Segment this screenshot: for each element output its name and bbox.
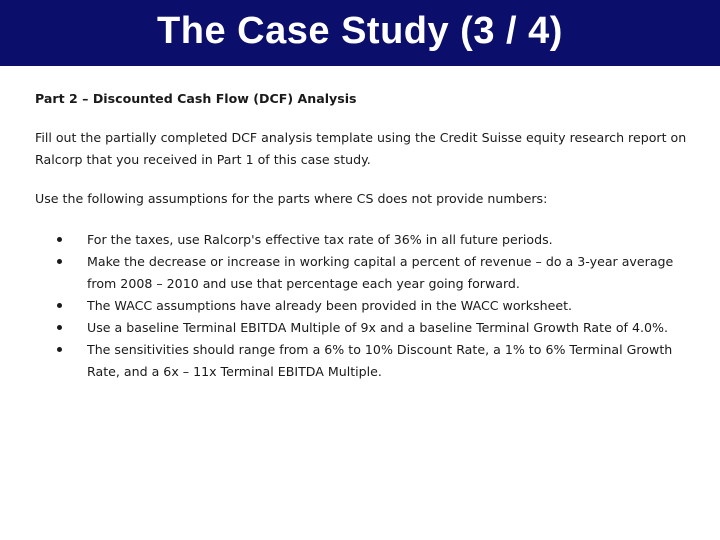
assumptions-intro: Use the following assumptions for the parts where CS does not provide numbers: (35, 191, 548, 206)
bullet-icon (57, 237, 62, 242)
list-item-text: The WACC assumptions have already been provided in the WACC worksheet. (87, 298, 573, 313)
bullet-icon (57, 259, 62, 264)
bullet-icon (57, 303, 62, 308)
title-bar (0, 0, 720, 66)
list-item (51, 229, 695, 251)
slide-title: The Case Study (3 / 4) (157, 9, 563, 52)
list-item (51, 317, 695, 339)
list-item-text: For the taxes, use Ralcorp's effective tax rate of 36% in all future periods. (87, 232, 553, 247)
list-item-text: Make the decrease or increase in working capital a percent of revenue – do a 3-year average from 2008 – 2010 and use that percentage each year going forward. (87, 254, 674, 291)
list-item (51, 295, 695, 317)
list-item-text: Use a baseline Terminal EBITDA Multiple of 9x and a baseline Terminal Growth Rate of 4.0%. (87, 320, 668, 335)
section-heading: Part 2 – Discounted Cash Flow (DCF) Analysis (35, 91, 357, 106)
list-item (51, 339, 695, 383)
bullet-icon (57, 347, 62, 352)
instructions-paragraph: Fill out the partially completed DCF analysis template using the Credit Suisse equity research report on Ralcorp that you received in Part 1 of this case study. (35, 130, 687, 167)
bullet-icon (57, 325, 62, 330)
list-item (51, 251, 695, 295)
slide-content (35, 88, 695, 383)
assumptions-list (35, 229, 695, 383)
list-item-text: The sensitivities should range from a 6% to 10% Discount Rate, a 1% to 6% Terminal Growth Rate, and a 6x – 11x Terminal EBITDA Multiple. (87, 342, 673, 379)
